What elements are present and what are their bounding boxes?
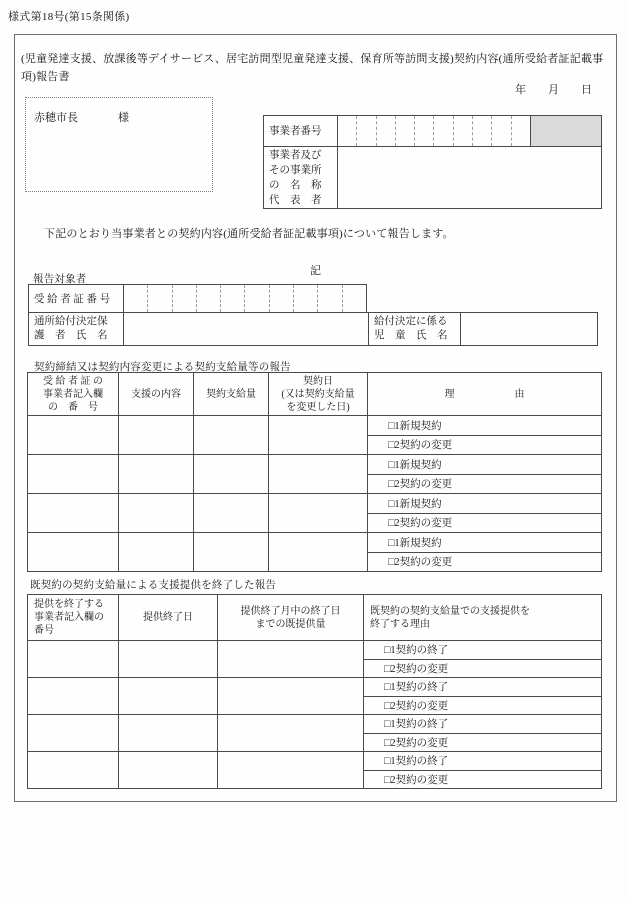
provided-amount-input-cell[interactable] — [218, 715, 364, 751]
operator-name-label: 事業者及び その事業所 の 名 称 代 表 者 — [264, 147, 338, 208]
operator-number-grid — [338, 116, 530, 146]
guardian-name-label: 通所給付決定保 護 者 氏 名 — [29, 313, 124, 345]
termination-report-table — [27, 594, 602, 789]
termination-row — [28, 641, 601, 677]
support-content-input-cell[interactable] — [119, 416, 194, 454]
cert-number-input-cell[interactable] — [28, 494, 119, 532]
names-row — [28, 312, 598, 346]
checkbox-contract-change[interactable]: □2契約の変更 — [384, 774, 449, 786]
termination-date-input-cell[interactable] — [119, 641, 218, 677]
contract-date-input-cell[interactable] — [269, 494, 368, 532]
contract-row — [28, 532, 601, 571]
checkbox-contract-change[interactable]: □2契約の変更 — [384, 663, 449, 675]
digit-cell[interactable] — [148, 285, 172, 312]
terminate-entry-number-input-cell[interactable] — [28, 752, 119, 788]
operator-info-table — [263, 115, 602, 209]
recipient-cert-number-label: 受 給 者 証 番 号 — [29, 285, 124, 312]
contract-amount-input-cell[interactable] — [194, 455, 269, 493]
provided-amount-input-cell[interactable] — [218, 678, 364, 714]
digit-cell[interactable] — [343, 285, 366, 312]
checkbox-new-contract[interactable]: □1新規契約 — [368, 416, 601, 436]
reason-cell — [368, 416, 601, 454]
digit-cell[interactable] — [473, 116, 492, 146]
digit-cell[interactable] — [270, 285, 294, 312]
digit-cell[interactable] — [294, 285, 318, 312]
checkbox-contract-end[interactable]: □1契約の終了 — [364, 641, 601, 660]
addressee-box — [25, 97, 213, 192]
cert-number-input-cell[interactable] — [28, 416, 119, 454]
recipient-cert-number-row — [28, 284, 367, 312]
termination-row — [28, 677, 601, 714]
terminate-entry-number-input-cell[interactable] — [28, 678, 119, 714]
contract-amount-input-cell[interactable] — [194, 416, 269, 454]
checkbox-contract-change[interactable]: □2契約の変更 — [388, 557, 453, 569]
header-terminate-entry-number: 提供を終了する 事業者記入欄の 番号 — [28, 595, 119, 640]
digit-cell[interactable] — [124, 285, 148, 312]
digit-cell[interactable] — [357, 116, 376, 146]
digit-cell[interactable] — [434, 116, 453, 146]
checkbox-contract-end[interactable]: □1契約の終了 — [364, 752, 601, 771]
target-section-label: 報告対象者 — [33, 274, 87, 285]
header-contract-date: 契約日 (又は契約支給量 を変更した日) — [269, 373, 368, 415]
termination-table-header — [28, 595, 601, 641]
contract-date-input-cell[interactable] — [269, 416, 368, 454]
termination-row — [28, 714, 601, 751]
digit-cell[interactable] — [173, 285, 197, 312]
contract-table-header — [28, 373, 601, 416]
contract-row — [28, 416, 601, 454]
child-name-input-cell[interactable] — [461, 313, 597, 345]
form-outer-box — [14, 34, 617, 802]
intro-sentence: 下記のとおり当事業者との契約内容(通所受給者証記載事項)について報告します。 — [44, 228, 454, 240]
checkbox-contract-change[interactable]: □2契約の変更 — [388, 440, 453, 452]
termination-date-input-cell[interactable] — [119, 715, 218, 751]
contract-report-table — [27, 372, 602, 572]
checkbox-new-contract[interactable]: □1新規契約 — [368, 494, 601, 514]
checkbox-contract-change[interactable]: □2契約の変更 — [384, 737, 449, 749]
operator-number-shaded-cell — [530, 116, 601, 146]
reason-cell — [368, 533, 601, 571]
header-cert-entry-number: 受 給 者 証 の 事業者記入欄 の 番 号 — [28, 373, 119, 415]
contract-date-input-cell[interactable] — [269, 455, 368, 493]
termination-date-input-cell[interactable] — [119, 752, 218, 788]
contract-section-title: 契約締結又は契約内容変更による契約支給量等の報告 — [34, 362, 291, 373]
operator-name-row — [264, 147, 601, 208]
date-fields[interactable]: 年 月 日 — [515, 84, 592, 96]
target-person-table — [28, 284, 598, 346]
contract-row — [28, 454, 601, 493]
provided-amount-input-cell[interactable] — [218, 752, 364, 788]
addressee-honorific: 様 — [118, 112, 129, 124]
contract-amount-input-cell[interactable] — [194, 533, 269, 571]
operator-number-label: 事業者番号 — [264, 116, 338, 146]
reason-cell — [364, 678, 601, 714]
digit-cell[interactable] — [197, 285, 221, 312]
contract-amount-input-cell[interactable] — [194, 494, 269, 532]
checkbox-new-contract[interactable]: □1新規契約 — [368, 455, 601, 475]
terminate-entry-number-input-cell[interactable] — [28, 641, 119, 677]
termination-row — [28, 751, 601, 788]
checkbox-contract-end[interactable]: □1契約の終了 — [364, 715, 601, 734]
digit-cell[interactable] — [454, 116, 473, 146]
cert-number-input-cell[interactable] — [28, 455, 119, 493]
digit-cell[interactable] — [396, 116, 415, 146]
document-title: (児童発達支援、放課後等デイサービス、居宅訪問型児童発達支援、保育所等訪問支援)契約内容(通所受給者証記載事項)報告書 — [21, 53, 604, 83]
reason-cell — [364, 752, 601, 788]
termination-section-title: 既契約の契約支給量による支援提供を終了した報告 — [30, 580, 277, 591]
reason-cell — [364, 641, 601, 677]
support-content-input-cell[interactable] — [119, 455, 194, 493]
header-reason: 理 由 — [444, 388, 525, 400]
form-number-label: 様式第18号(第15条関係) — [8, 11, 130, 23]
header-support-content: 支援の内容 — [119, 373, 194, 415]
checkbox-new-contract[interactable]: □1新規契約 — [368, 533, 601, 553]
contract-date-input-cell[interactable] — [269, 533, 368, 571]
provided-amount-input-cell[interactable] — [218, 641, 364, 677]
reason-cell — [368, 494, 601, 532]
digit-cell[interactable] — [318, 285, 342, 312]
digit-cell[interactable] — [492, 116, 511, 146]
addressee-name: 赤穂市長 — [34, 112, 78, 124]
guardian-name-input-cell[interactable] — [124, 313, 368, 345]
digit-cell[interactable] — [221, 285, 245, 312]
checkbox-contract-change[interactable]: □2契約の変更 — [388, 479, 453, 491]
reason-cell — [368, 455, 601, 493]
header-termination-date: 提供終了日 — [119, 595, 218, 640]
digit-cell[interactable] — [415, 116, 434, 146]
operator-name-input-cell[interactable] — [338, 147, 601, 208]
ki-heading: 記 — [310, 265, 321, 277]
checkbox-contract-end[interactable]: □1契約の終了 — [364, 678, 601, 697]
operator-number-row — [264, 116, 601, 147]
header-contract-amount: 契約支給量 — [194, 373, 269, 415]
digit-cell[interactable] — [377, 116, 396, 146]
reason-cell — [364, 715, 601, 751]
digit-cell[interactable] — [512, 116, 530, 146]
recipient-cert-number-grid — [124, 285, 366, 312]
contract-row — [28, 493, 601, 532]
cert-number-input-cell[interactable] — [28, 533, 119, 571]
terminate-entry-number-input-cell[interactable] — [28, 715, 119, 751]
header-termination-reason: 既契約の契約支給量での支援提供を 終了する理由 — [370, 605, 530, 630]
checkbox-contract-change[interactable]: □2契約の変更 — [388, 518, 453, 530]
checkbox-contract-change[interactable]: □2契約の変更 — [384, 700, 449, 712]
support-content-input-cell[interactable] — [119, 533, 194, 571]
child-name-label: 給付決定に係る 児 童 氏 名 — [368, 313, 461, 345]
support-content-input-cell[interactable] — [119, 494, 194, 532]
digit-cell[interactable] — [245, 285, 269, 312]
header-provided-amount: 提供終了月中の終了日 までの既提供量 — [218, 595, 364, 640]
digit-cell[interactable] — [338, 116, 357, 146]
termination-date-input-cell[interactable] — [119, 678, 218, 714]
